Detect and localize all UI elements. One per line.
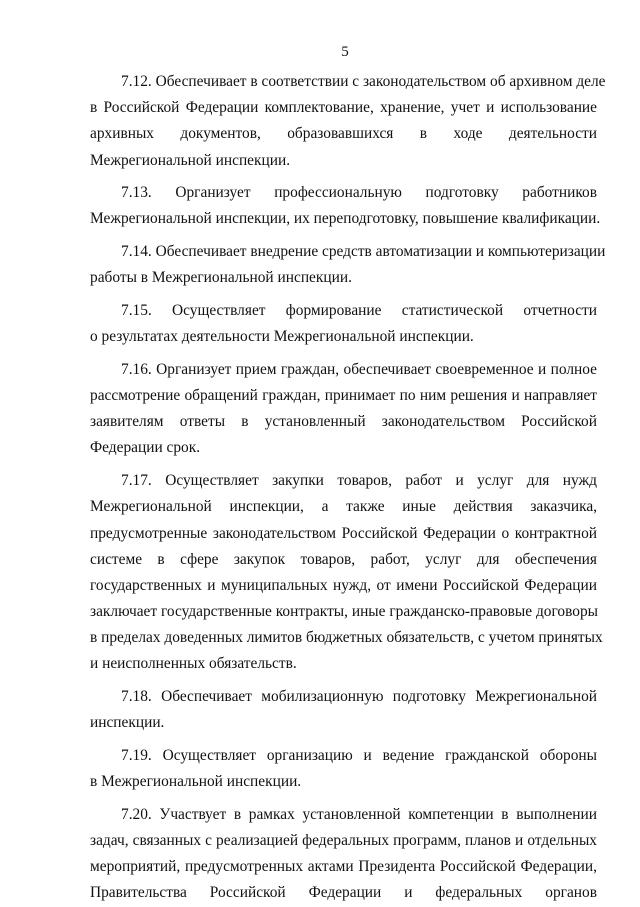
paragraph-line: заявителям ответы в установленный законодательством Российской — [90, 413, 597, 431]
paragraph-7-15 — [90, 298, 597, 350]
paragraph-line: и неисполненных обязательств. — [90, 655, 297, 673]
paragraph-7-14 — [90, 239, 606, 291]
paragraph-7-13 — [90, 180, 601, 232]
paragraph-line: работы в Межрегиональной инспекции. — [90, 269, 352, 287]
paragraph-line: о результатах деятельности Межрегиональной инспекции. — [90, 328, 474, 346]
paragraph-line: 7.17. Осуществляет закупки товаров, работ и услуг для нужд — [121, 472, 597, 490]
paragraph-line: 7.13. Организует профессиональную подготовку работников — [121, 184, 597, 202]
paragraph-7-19 — [90, 743, 597, 795]
paragraph-line: 7.19. Осуществляет организацию и ведение гражданской обороны — [121, 747, 597, 764]
paragraph-line: в пределах доведенных лимитов бюджетных обязательств, с учетом принятых — [90, 629, 603, 647]
paragraph-line: в Российской Федерации комплектование, хранение, учет и использование — [90, 99, 597, 117]
paragraph-line: 7.16. Организует прием граждан, обеспечивает своевременное и полное — [121, 360, 597, 378]
paragraph-7-12 — [90, 69, 606, 174]
paragraph-line: 7.15. Осуществляет формирование статистической отчетности — [121, 302, 597, 319]
document-body — [90, 69, 606, 907]
paragraph-line: в Межрегиональной инспекции. — [90, 773, 302, 791]
paragraph-7-18 — [90, 684, 597, 736]
paragraph-line: 7.20. Участвует в рамках установленной компетенции в выполнении — [121, 805, 597, 823]
paragraph-line: системе в сфере закупок товаров, работ, услуг для обеспечения — [90, 550, 597, 568]
paragraph-line: Межрегиональной инспекции, их переподготовку, повышение квалификации. — [90, 210, 601, 228]
paragraph-line: Федерации срок. — [90, 439, 201, 457]
paragraph-line: Межрегиональной инспекции. — [90, 151, 291, 169]
page-number: 5 — [341, 44, 349, 60]
paragraph-line: государственных и муниципальных нужд, от имени Российской Федерации — [90, 576, 597, 594]
paragraph-line: архивных документов, образовавшихся в ходе деятельности — [90, 125, 597, 143]
paragraph-7-17 — [90, 468, 603, 678]
paragraph-line: предусмотренные законодательством Российской Федерации о контрактной — [90, 524, 597, 542]
paragraph-line: Правительства Российской Федерации и федеральных органов — [90, 884, 597, 902]
paragraph-7-20 — [90, 802, 597, 907]
paragraph-line: задач, связанных с реализацией федеральных программ, планов и отдельных — [90, 832, 597, 850]
paragraph-line: 7.18. Обеспечивает мобилизационную подготовку Межрегиональной — [121, 688, 597, 706]
paragraph-line: рассмотрение обращений граждан, принимает по ним решения и направляет — [90, 387, 597, 405]
paragraph-line: Межрегиональной инспекции, а также иные действия заказчика, — [90, 498, 597, 516]
paragraph-line: заключает государственные контракты, иные гражданско-правовые договоры — [90, 603, 598, 621]
paragraph-line: 7.14. Обеспечивает внедрение средств автоматизации и компьютеризации — [121, 243, 606, 261]
paragraph-line: инспекции. — [90, 714, 165, 732]
paragraph-line: мероприятий, предусмотренных актами Президента Российской Федерации, — [90, 858, 597, 876]
paragraph-7-16 — [90, 357, 597, 462]
paragraph-line: 7.12. Обеспечивает в соответствии с законодательством об архивном деле — [121, 73, 606, 90]
